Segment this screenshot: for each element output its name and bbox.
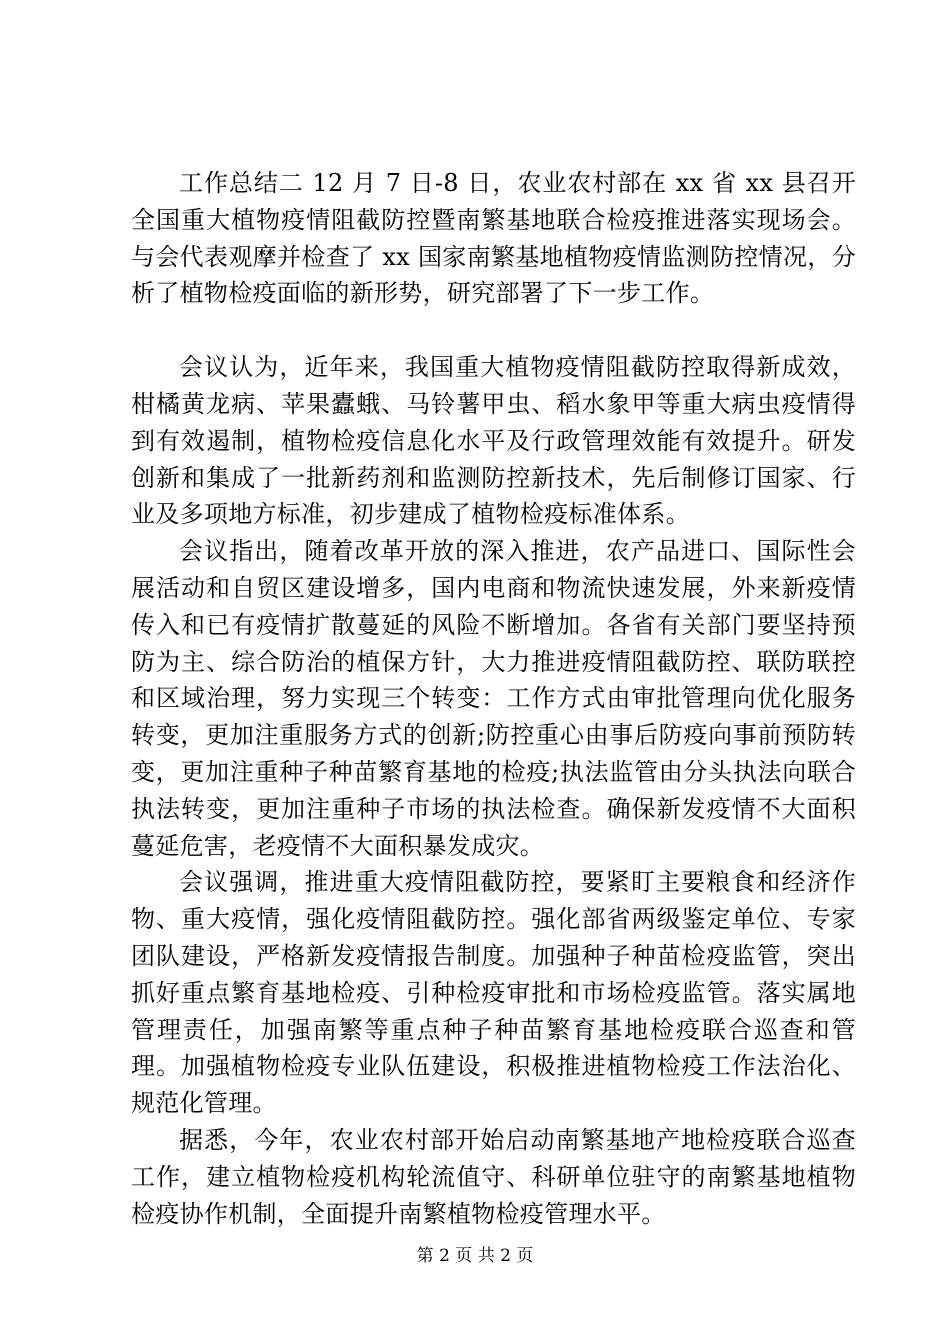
paragraph-meeting-emphasis: 会议强调，推进重大疫情阻截防控，要紧盯主要粮食和经济作物、重大疫情，强化疫情阻截防控。强化部省两级鉴定单位、专家团队建设，严格新发疫情报告制度。加强种子种苗检疫监管，突出抓好重点繁育基地检疫、引种检疫审批和市场检疫监管。落实属地管理责任，加强南繁等重点种子种苗繁育基地检疫联合巡查和管理。加强植物检疫专业队伍建设，积极推进植物检疫工作法治化、规范化管理。 (131, 868, 856, 1118)
page-number-footer: 第 2 页 共 2 页 (416, 1246, 534, 1266)
paragraph-meeting-points: 会议指出，随着改革开放的深入推进，农产品进口、国际性会展活动和自贸区建设增多，国内电商和物流快速发展，外来新疫情传入和已有疫情扩散蔓延的风险不断增加。各省有关部门要坚持预防为主、综合防治的植保方针，大力推进疫情阻截防控、联防联控和区域治理，努力实现三个转变：工作方式由审批管理向优化服务转变，更加注重服务方式的创新;防控重心由事后防疫向事前预防转变，更加注重种子种苗繁育基地的检疫;执法监管由分头执法向联合执法转变，更加注重种子市场的执法检查。确保新发疫情不大面积蔓延危害，老疫情不大面积暴发成灾。 (131, 537, 856, 860)
document-body (131, 165, 856, 1232)
paragraph-closing: 据悉，今年，农业农村部开始启动南繁基地产地检疫联合巡查工作，建立植物检疫机构轮流值守、科研单位驻守的南繁基地植物检疫协作机制，全面提升南繁植物检疫管理水平。 (131, 1125, 856, 1228)
paragraph-meeting-view: 会议认为，近年来，我国重大植物疫情阻截防控取得新成效，柑橘黄龙病、苹果蠹蛾、马铃薯甲虫、稻水象甲等重大病虫疫情得到有效遏制，植物检疫信息化水平及行政管理效能有效提升。研发创新和集成了一批新药剂和监测防控新技术，先后制修订国家、行业及多项地方标准，初步建成了植物检疫标准体系。 (131, 353, 856, 529)
paragraph-intro: 工作总结二 12 月 7 日-8 日，农业农村部在 xx 省 xx 县召开全国重大植物疫情阻截防控暨南繁基地联合检疫推进落实现场会。与会代表观摩并检查了 xx 国家南繁基地植物疫情监测防控情况，分析了植物检疫面临的新形势，研究部署了下一步工作。 (131, 169, 856, 308)
